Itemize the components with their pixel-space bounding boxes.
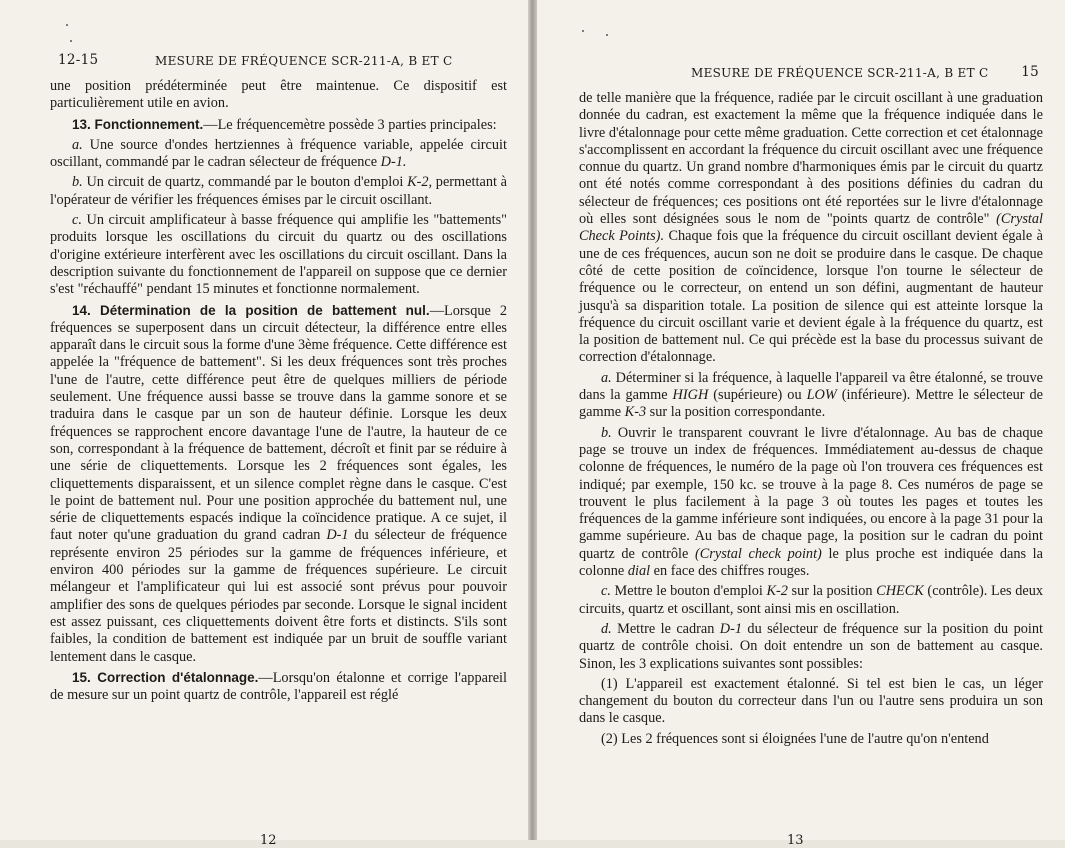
- step-c: c. Mettre le bouton d'emploi K-2 sur la position CHECK (contrôle). Les deux circuits, quartz et oscillant, sont ainsi mis en oscillation.: [579, 583, 1043, 617]
- step-d: d. Mettre le cadran D-1 du sélecteur de fréquence sur la position du point quartz de contrôle choisi. On doit entendre un son de battement au casque. Sinon, les 3 explications suivantes sont possibles:: [579, 620, 1043, 672]
- right-page-header: [579, 64, 1043, 90]
- paper-speck: [582, 30, 584, 32]
- section-15: 15. Correction d'étalonnage.—Lorsqu'on étalonne et corrige l'appareil de mesure sur un point quartz de contrôle, l'appareil est réglé: [50, 669, 507, 704]
- item-b: b. Un circuit de quartz, commandé par le bouton d'emploi K-2, permettant à l'opérateur de vérifier les fréquences émises par le circuit oscillant.: [50, 174, 507, 208]
- paragraph-continuation: une position prédéterminée peut être maintenue. Ce dispositif est particulièrement utile en avion.: [50, 78, 507, 112]
- section-14-heading: 14. Détermination de la position de battement nul.: [72, 302, 430, 318]
- paragraph-continuation: de telle manière que la fréquence, radiée par le circuit oscillant à une graduation donnée du cadran, est exactement la même que la fréquence indiquée dans le livre d'étalonnage pour cette même graduation. Cette correction et cet étalonnage s'accomplissent en accordant la fréquence du circuit oscillant avec une fréquence connue du quartz. Un grand nombre d'harmoniques émis par le circuit du quartz ont été notés comme correspondant à des positions définies du cadran du sélecteur de fréquences; ces positions ont été reportées sur le livre d'étalonnage où elles sont désignées sous le nom de "points quartz de contrôle" (Crystal Check Points). Chaque fois que la fréquence du circuit oscillant devient égale à une de ces fréquences, aucun son ne doit se produire dans le casque. De chaque côté de cette position de coïncidence, lorsque l'on tourne le sélecteur de fréquence ou le correcteur, on entend un son défini, augmentant de hauteur jusqu'à sa disparition totale. La position de silence qui est atteinte lorsque la fréquence du circuit oscillant varie et devient égale à la fréquence du quartz, est la position de battement nul. Ce qui précède est la base du processus suivant de correction d'étalonnage.: [579, 90, 1043, 366]
- right-page-body: [579, 90, 1043, 748]
- left-running-head: MESURE DE FRÉQUENCE SCR-211-A, B ET C: [155, 54, 453, 68]
- paper-speck: [606, 34, 608, 36]
- left-page-header: [50, 52, 507, 78]
- left-footer-folio: 12: [260, 833, 277, 848]
- step-b: b. Ouvrir le transparent couvrant le livre d'étalonnage. Au bas de chaque page se trouve un index de fréquences. Immédiatement au-dessus de chaque colonne de fréquences, le numéro de la page où l'on trouvera ces fréquences est indiqué; par exemple, 150 kc. se trouve à la page 8. Ces numéros de page se trouvent le plus facilement à la page 3 où toutes les pages et toutes les fréquences de la gamme inférieure sont indiquées, ou encore à la page 31 pour la gamme supérieure. Au bas de chaque page, la position sur le cadran du point quartz de contrôle (Crystal check point) le plus proche est indiquée dans la colonne dial en face des chiffres rouges.: [579, 424, 1044, 580]
- right-page-folio: 15: [1021, 64, 1039, 80]
- explanation-2: (2) Les 2 fréquences sont si éloignées l'une de l'autre qu'on n'entend: [601, 730, 989, 747]
- book-gutter: [528, 0, 537, 840]
- paper-speck: [66, 24, 68, 26]
- explanation-1: (1) L'appareil est exactement étalonné. Si tel est bien le cas, un léger changement du bouton du correcteur dans l'un ou l'autre sens produira un son dans le casque.: [579, 675, 1043, 727]
- left-page: [0, 0, 531, 848]
- right-running-head: MESURE DE FRÉQUENCE SCR-211-A, B ET C: [691, 66, 989, 80]
- section-14: 14. Détermination de la position de battement nul.—Lorsque 2 fréquences se superposent dans un circuit détecteur, la différence entre elles apparaît dans le circuit sous la forme d'une 3ème fréquence. Cette différence est appelée la "fréquence de battement". Si les deux fréquences sont très proches l'une de l'autre, cette différence peut être de quelques milliers de période seulement. Une fréquence aussi basse se trouve dans la gamme sonore et se traduira dans le casque par un son de hauteur définie. Lorsque les deux fréquences se rapprochent encore davantage l'une de l'autre, la hauteur de ce son, correspondant à la fréquence de battement, décroît et finit par se réduire à une série de cliquettements. Lorsque les 2 fréquences sont égales, les cliquettements disparaissent, et un silence complet règne dans le casque. C'est le point de battement nul. Pour une position approchée du battement nul, une série de cliquettements espacés indique la coïncidence pratique. A ce sujet, il faut noter qu'une graduation du grand cadran D-1 du sélecteur de fréquence représente environ 25 périodes sur la gamme de fréquences inférieure, et environ 400 périodes sur la gamme de fréquences supérieure. Le circuit mélangeur et l'amplificateur qui lui est associé sont prévus pour pouvoir amplifier des sons de quelques périodes par seconde. Lorsque le signal incident est assez puissant, ces cliquettements doivent être forts et distincts. S'ils sont faibles, la condition de battement est indiquée par un bruit de souffle variant lentement dans le casque.: [50, 302, 508, 665]
- section-15-heading: 15. Correction d'étalonnage.: [72, 669, 259, 685]
- right-page: [537, 0, 1065, 848]
- item-c: c. Un circuit amplificateur à basse fréquence qui amplifie les "battements" produits lorsque les oscillations du circuit du quartz ou des oscillations d'origine extérieure interfèrent avec les oscillations du circuit oscillant. Dans la description suivante du fonctionnement de l'appareil on suppose que ce dernier s'est "réchauffé" pendant 15 minutes et fonctionne normalement.: [50, 212, 507, 298]
- right-footer-folio: 13: [787, 833, 804, 848]
- section-13-heading: 13. Fonctionnement.: [72, 116, 204, 132]
- left-page-folio: 12-15: [58, 52, 99, 68]
- section-13: 13. Fonctionnement.—Le fréquencemètre possède 3 parties principales:: [72, 116, 497, 133]
- left-page-body: [50, 78, 507, 704]
- step-a: a. Déterminer si la fréquence, à laquelle l'appareil va être étalonné, se trouve dans la gamme HIGH (supérieure) ou LOW (inférieure). Mettre le sélecteur de gamme K-3 sur la position correspondante.: [579, 369, 1043, 421]
- paper-speck: [70, 40, 72, 42]
- item-a: a. Une source d'ondes hertziennes à fréquence variable, appelée circuit oscillant, commandé par le cadran sélecteur de fréquence D-1.: [50, 136, 507, 171]
